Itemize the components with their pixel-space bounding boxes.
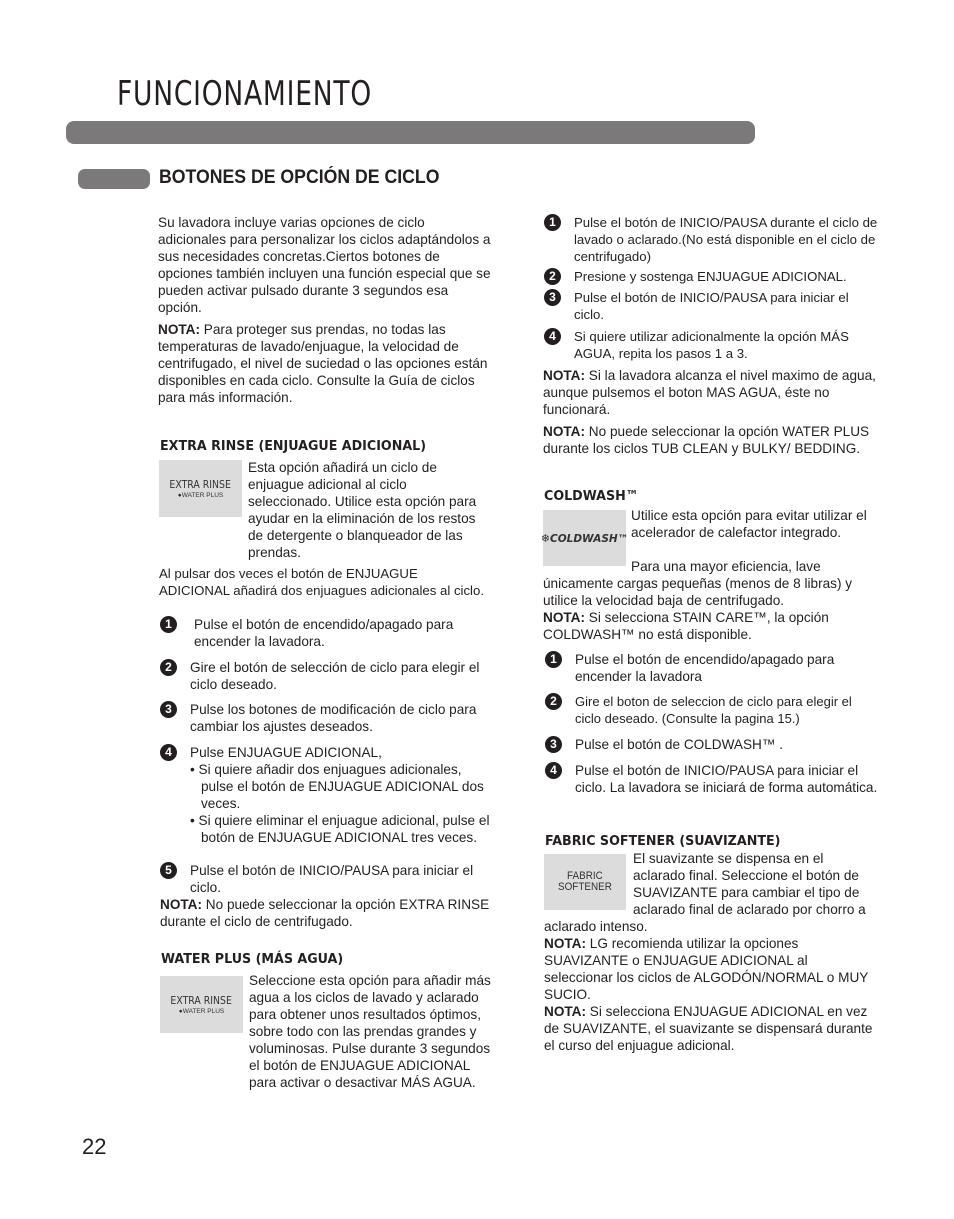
water-plus-step-4: 4 Si quiere utilizar adicionalmente la opción MÁS AGUA, repita los pasos 1 a 3.: [544, 328, 879, 362]
coldwash-button-image: ❄COLDWASH™: [543, 510, 626, 566]
intro-note: NOTA: Para proteger sus prendas, no todas las temperaturas de lavado/enjuague, la velocidad de centrifugado, el nivel de suciedad o las opciones están disponibles en cada ciclo. Consulte la Guía de ciclos para más información.: [158, 322, 488, 405]
fabric-softener-heading: FABRIC SOFTENER (SUAVIZANTE): [545, 833, 781, 849]
fabric-softener-note-2: NOTA: Si selecciona ENJUAGUE ADICIONAL en vez de SUAVIZANTE, el suavizante se dispensará durante el curso del enjuague adicional.: [544, 1004, 873, 1053]
step-number-icon: 4: [160, 744, 177, 761]
water-plus-step-2: 2 Presione y sostenga ENJUAGUE ADICIONAL.: [544, 268, 879, 285]
step-number-icon: 4: [544, 328, 561, 345]
coldwash-note: NOTA: Si selecciona STAIN CARE™, la opción COLDWASH™ no está disponible.: [543, 610, 829, 642]
coldwash-step-1: 1 Pulse el botón de encendido/apagado para encender la lavadora: [545, 651, 880, 685]
extra-rinse-description: Esta opción añadirá un ciclo de enjuague adicional al ciclo seleccionado. Utilice esta opción para ayudar en la eliminación de los restos de detergente o blanqueador de las prendas.: [248, 460, 477, 560]
page-number: 22: [82, 1134, 107, 1159]
intro-block: [158, 214, 493, 406]
extra-rinse-button-image: EXTRA RINSE ●WATER PLUS: [159, 460, 242, 517]
step-number-icon: 1: [545, 651, 562, 668]
fabric-softener-description: El suavizante se dispensa en el aclarado final. Seleccione el botón de SUAVIZANTE para cambiar el tipo de aclarado final de aclarado por chorro a aclarado intenso.: [544, 851, 866, 934]
coldwash-description-2: Para una mayor eficiencia, lave únicamente cargas pequeñas (menos de 8 libras) y utilice la velocidad baja de centrifugado.: [543, 559, 853, 608]
section-title: BOTONES DE OPCIÓN DE CICLO: [159, 167, 440, 188]
intro-paragraph: Su lavadora incluye varias opciones de ciclo adicionales para personalizar los ciclos adaptándolos a sus necesidades concretas.Ciertos botones de opciones también incluyen una función especial que se pueden activar pulsado durante 3 segundos esa opción.: [158, 215, 491, 315]
step-number-icon: 1: [544, 214, 561, 231]
extra-rinse-step-2: 2 Gire el botón de selección de ciclo para elegir el ciclo deseado.: [160, 659, 490, 693]
water-plus-description: Seleccione esta opción para añadir más agua a los ciclos de lavado y aclarado para obtener unos resultados óptimos, sobre todo con las prendas grandes y voluminosas. Pulse durante 3 segundos el botón de ENJUAGUE ADICIONAL para activar o desactivar MÁS AGUA.: [249, 973, 491, 1090]
step-number-icon: 4: [545, 762, 562, 779]
water-plus-button-image: EXTRA RINSE ●WATER PLUS: [160, 976, 243, 1033]
coldwash-step-3: 3 Pulse el botón de COLDWASH™ .: [545, 736, 880, 753]
coldwash-step-2: 2 Gire el boton de seleccion de ciclo para elegir el ciclo deseado. (Consulte la pagina 15.): [545, 693, 880, 727]
water-plus-notes: [543, 367, 878, 457]
step-number-icon: 2: [160, 659, 177, 676]
coldwash-heading: COLDWASH™: [544, 488, 639, 504]
step-number-icon: 2: [544, 268, 561, 285]
bullet-item: • Si quiere añadir dos enjuagues adicionales, pulse el botón de ENJUAGUE ADICIONAL dos veces.: [190, 762, 484, 811]
fabric-softener-button-image: FABRIC SOFTENER: [544, 854, 626, 910]
extra-rinse-note: NOTA: No puede seleccionar la opción EXTRA RINSE durante el ciclo de centrifugado.: [160, 897, 490, 929]
snowflake-icon: ❄: [540, 531, 550, 545]
extra-rinse-step-4: 4 Pulse ENJUAGUE ADICIONAL, • Si quiere añadir dos enjuagues adicionales, pulse el botón de ENJUAGUE ADICIONAL dos veces. • Si quiere eliminar el enjuague adicional, pulse el botón de ENJUAGUE ADICIONAL tres veces.: [160, 744, 495, 846]
step-number-icon: 3: [160, 701, 177, 718]
title-divider-bar: [66, 121, 755, 144]
water-plus-note-2: NOTA: No puede seleccionar la opción WATER PLUS durante los ciclos TUB CLEAN y BULKY/ BEDDING.: [543, 424, 870, 456]
fabric-softener-note-1: NOTA: LG recomienda utilizar la opciones SUAVIZANTE o ENJUAGUE ADICIONAL al seleccionar los ciclos de ALGODÓN/NORMAL o MUY SUCIO.: [544, 936, 869, 1002]
extra-rinse-step-3: 3 Pulse los botones de modificación de ciclo para cambiar los ajustes deseados.: [160, 701, 490, 735]
bullet-item: • Si quiere eliminar el enjuague adicional, pulse el botón de ENJUAGUE ADICIONAL tres veces.: [190, 813, 490, 845]
step-number-icon: 1: [160, 616, 177, 633]
extra-rinse-heading: EXTRA RINSE (ENJUAGUE ADICIONAL): [160, 438, 427, 454]
section-marker: [78, 169, 150, 189]
water-plus-step-1: 1 Pulse el botón de INICIO/PAUSA durante el ciclo de lavado o aclarado.(No está disponible en el ciclo de centrifugado): [544, 214, 879, 265]
coldwash-step-4: 4 Pulse el botón de INICIO/PAUSA para iniciar el ciclo. La lavadora se iniciará de forma automática.: [545, 762, 880, 796]
extra-rinse-step-1: 1 Pulse el botón de encendido/apagado para encender la lavadora.: [160, 616, 490, 650]
extra-rinse-step-5: 5 Pulse el botón de INICIO/PAUSA para iniciar el ciclo.: [160, 862, 490, 896]
page-title: FUNCIONAMIENTO: [117, 74, 372, 114]
water-plus-step-3: 3 Pulse el botón de INICIO/PAUSA para iniciar el ciclo.: [544, 289, 879, 323]
extra-rinse-double-press: Al pulsar dos veces el botón de ENJUAGUE ADICIONAL añadirá dos enjuagues adicionales al ciclo.: [159, 566, 484, 598]
fabric-softener-notes: [544, 935, 879, 1054]
step-number-icon: 3: [544, 289, 561, 306]
water-plus-note-1: NOTA: Si la lavadora alcanza el nivel maximo de agua, aunque pulsemos el boton MAS AGUA, éste no funcionará.: [543, 368, 876, 417]
coldwash-description-1: Utilice esta opción para evitar utilizar el acelerador de calefactor integrado.: [631, 508, 867, 540]
step-number-icon: 5: [160, 862, 177, 879]
step-number-icon: 2: [545, 693, 562, 710]
water-plus-heading: WATER PLUS (MÁS AGUA): [161, 951, 344, 967]
step-number-icon: 3: [545, 736, 562, 753]
